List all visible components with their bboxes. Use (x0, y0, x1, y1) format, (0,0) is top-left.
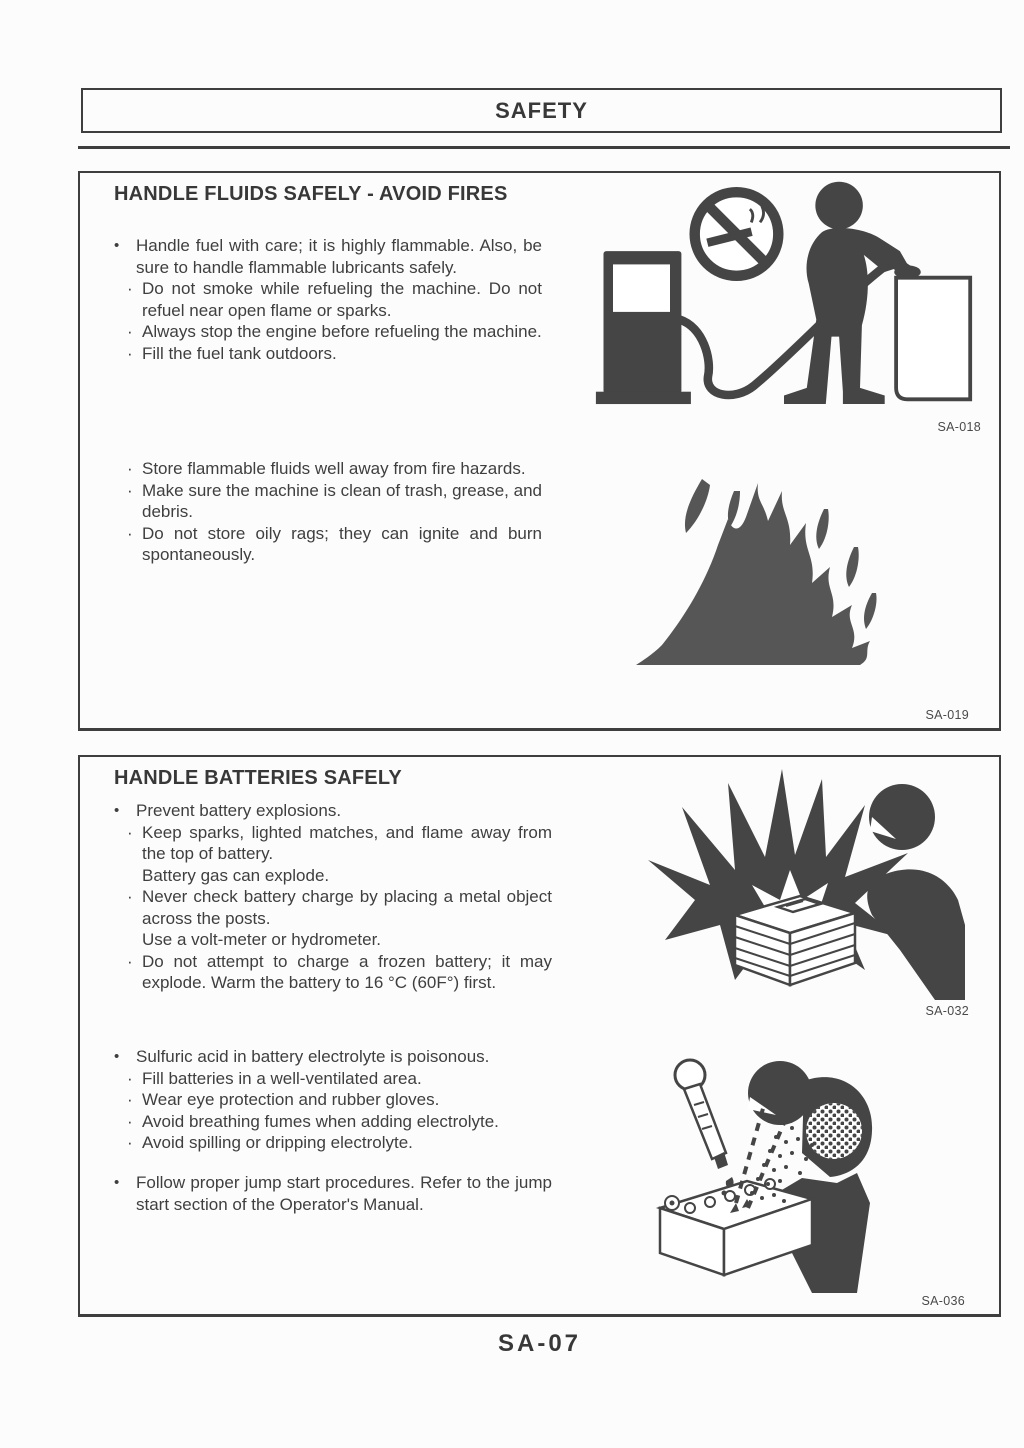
list-item (114, 886, 552, 929)
list-item (114, 278, 542, 321)
bullet-marker (127, 865, 142, 887)
fluids-list-2 (114, 458, 542, 566)
figure-label: SA-036 (921, 1294, 965, 1308)
list-item-text: Fill batteries in a well-ventilated area. (142, 1068, 422, 1088)
bullet-marker: · (127, 1111, 133, 1131)
list-item (114, 458, 542, 480)
list-item-text: Prevent battery explosions. (136, 801, 342, 820)
list-item-text: Do not attempt to charge a frozen battery; it may explode. Warm the battery to 16 °C (60F°) first. (142, 951, 552, 992)
list-item (114, 865, 552, 887)
bullet-marker (127, 929, 142, 951)
battery (660, 1179, 812, 1275)
no-smoking-icon (695, 192, 779, 276)
list-item-text: Handle fuel with care; it is highly flammable. Also, be sure to handle flammable lubricants safely. (136, 236, 542, 277)
battery-explosion-illustration (640, 765, 965, 1000)
figure-fire (628, 465, 888, 675)
bullet-marker: · (127, 322, 133, 341)
list-item-text: Do not store oily rags; they can ignite and burn spontaneously. (142, 523, 542, 564)
figure-battery-explosion (640, 765, 965, 1000)
header-divider-rule (78, 146, 1010, 149)
list-item-text: Never check battery charge by placing a metal object across the posts. (142, 887, 552, 928)
fluids-list-1 (114, 235, 542, 364)
bullet-marker: · (127, 480, 133, 500)
list-item (114, 1089, 552, 1111)
list-item-text: Sulfuric acid in battery electrolyte is poisonous. (136, 1047, 490, 1066)
footer-page-number: SA-07 (497, 1330, 582, 1357)
list-item-text: Keep sparks, lighted matches, and flame away from the top of battery. (142, 822, 552, 863)
list-item-text: Use a volt-meter or hydrometer. (142, 930, 382, 949)
batteries-list-1 (114, 800, 552, 994)
list-item (114, 929, 552, 951)
list-item (114, 800, 552, 822)
bullet-marker: · (127, 951, 133, 971)
list-item (114, 1068, 552, 1090)
bullet-marker: · (127, 1068, 133, 1088)
figure-refueling (594, 177, 974, 405)
bullet-marker: · (127, 1133, 133, 1152)
page-title: SAFETY (495, 97, 588, 123)
batteries-list-3 (114, 1172, 552, 1215)
section-handle-batteries (78, 755, 1001, 1317)
list-item (114, 822, 552, 865)
battery-acid-illustration (652, 1053, 882, 1293)
list-item (114, 1172, 552, 1215)
person-silhouette (784, 182, 908, 404)
list-item (114, 321, 542, 343)
list-item (114, 951, 552, 994)
list-item-text: Avoid spilling or dripping electrolyte. (142, 1133, 413, 1152)
list-item-text: Store flammable fluids well away from fire hazards. (142, 459, 526, 478)
battery (735, 896, 855, 985)
person-silhouette (867, 784, 965, 1000)
bullet-marker: • (114, 802, 120, 819)
halftone-face (806, 1103, 862, 1159)
list-item-text: Follow proper jump start procedures. Refer to the jump start section of the Operator's Manual. (136, 1173, 552, 1214)
list-item (114, 1111, 552, 1133)
fuel-tank (896, 278, 970, 400)
list-item-text: Make sure the machine is clean of trash, grease, and debris. (142, 480, 542, 521)
figure-label: SA-018 (937, 420, 981, 434)
tank-filler-cap (884, 251, 921, 279)
bullet-marker: • (114, 237, 120, 254)
hydrometer (675, 1060, 734, 1196)
list-item (114, 343, 542, 365)
bullet-marker: · (127, 459, 133, 478)
list-item (114, 235, 542, 278)
bullet-marker: · (127, 822, 133, 842)
section-title: HANDLE BATTERIES SAFELY (114, 767, 402, 789)
bullet-marker: · (127, 343, 133, 363)
list-item-text: Battery gas can explode. (142, 865, 330, 885)
list-item-text: Wear eye protection and rubber gloves. (142, 1090, 440, 1109)
section-title: HANDLE FLUIDS SAFELY - AVOID FIRES (114, 183, 508, 205)
list-item (114, 1046, 552, 1068)
refueling-illustration (594, 177, 974, 405)
list-item (114, 523, 542, 566)
bullet-marker: · (127, 887, 133, 906)
bullet-marker: • (114, 1174, 120, 1191)
bullet-marker: · (127, 523, 133, 543)
bullet-marker: · (127, 1090, 133, 1109)
section-handle-fluids (78, 171, 1001, 731)
list-item-text: Fill the fuel tank outdoors. (142, 343, 337, 363)
list-item-text: Do not smoke while refueling the machine. Do not refuel near open flame or sparks. (142, 279, 542, 320)
list-item (114, 1132, 552, 1154)
bullet-marker: · (127, 279, 133, 298)
fire-illustration (628, 465, 888, 675)
list-item-text: Avoid breathing fumes when adding electrolyte. (142, 1111, 499, 1131)
batteries-list-2 (114, 1046, 552, 1154)
list-item-text: Always stop the engine before refueling the machine. (142, 322, 542, 341)
figure-label: SA-019 (925, 708, 969, 722)
fuel-pump (596, 251, 691, 404)
figure-label: SA-032 (925, 1004, 969, 1018)
safety-header-box (81, 88, 1002, 133)
bullet-marker: • (114, 1048, 120, 1065)
figure-battery-acid (652, 1053, 882, 1293)
list-item (114, 480, 542, 523)
flames (636, 479, 877, 665)
